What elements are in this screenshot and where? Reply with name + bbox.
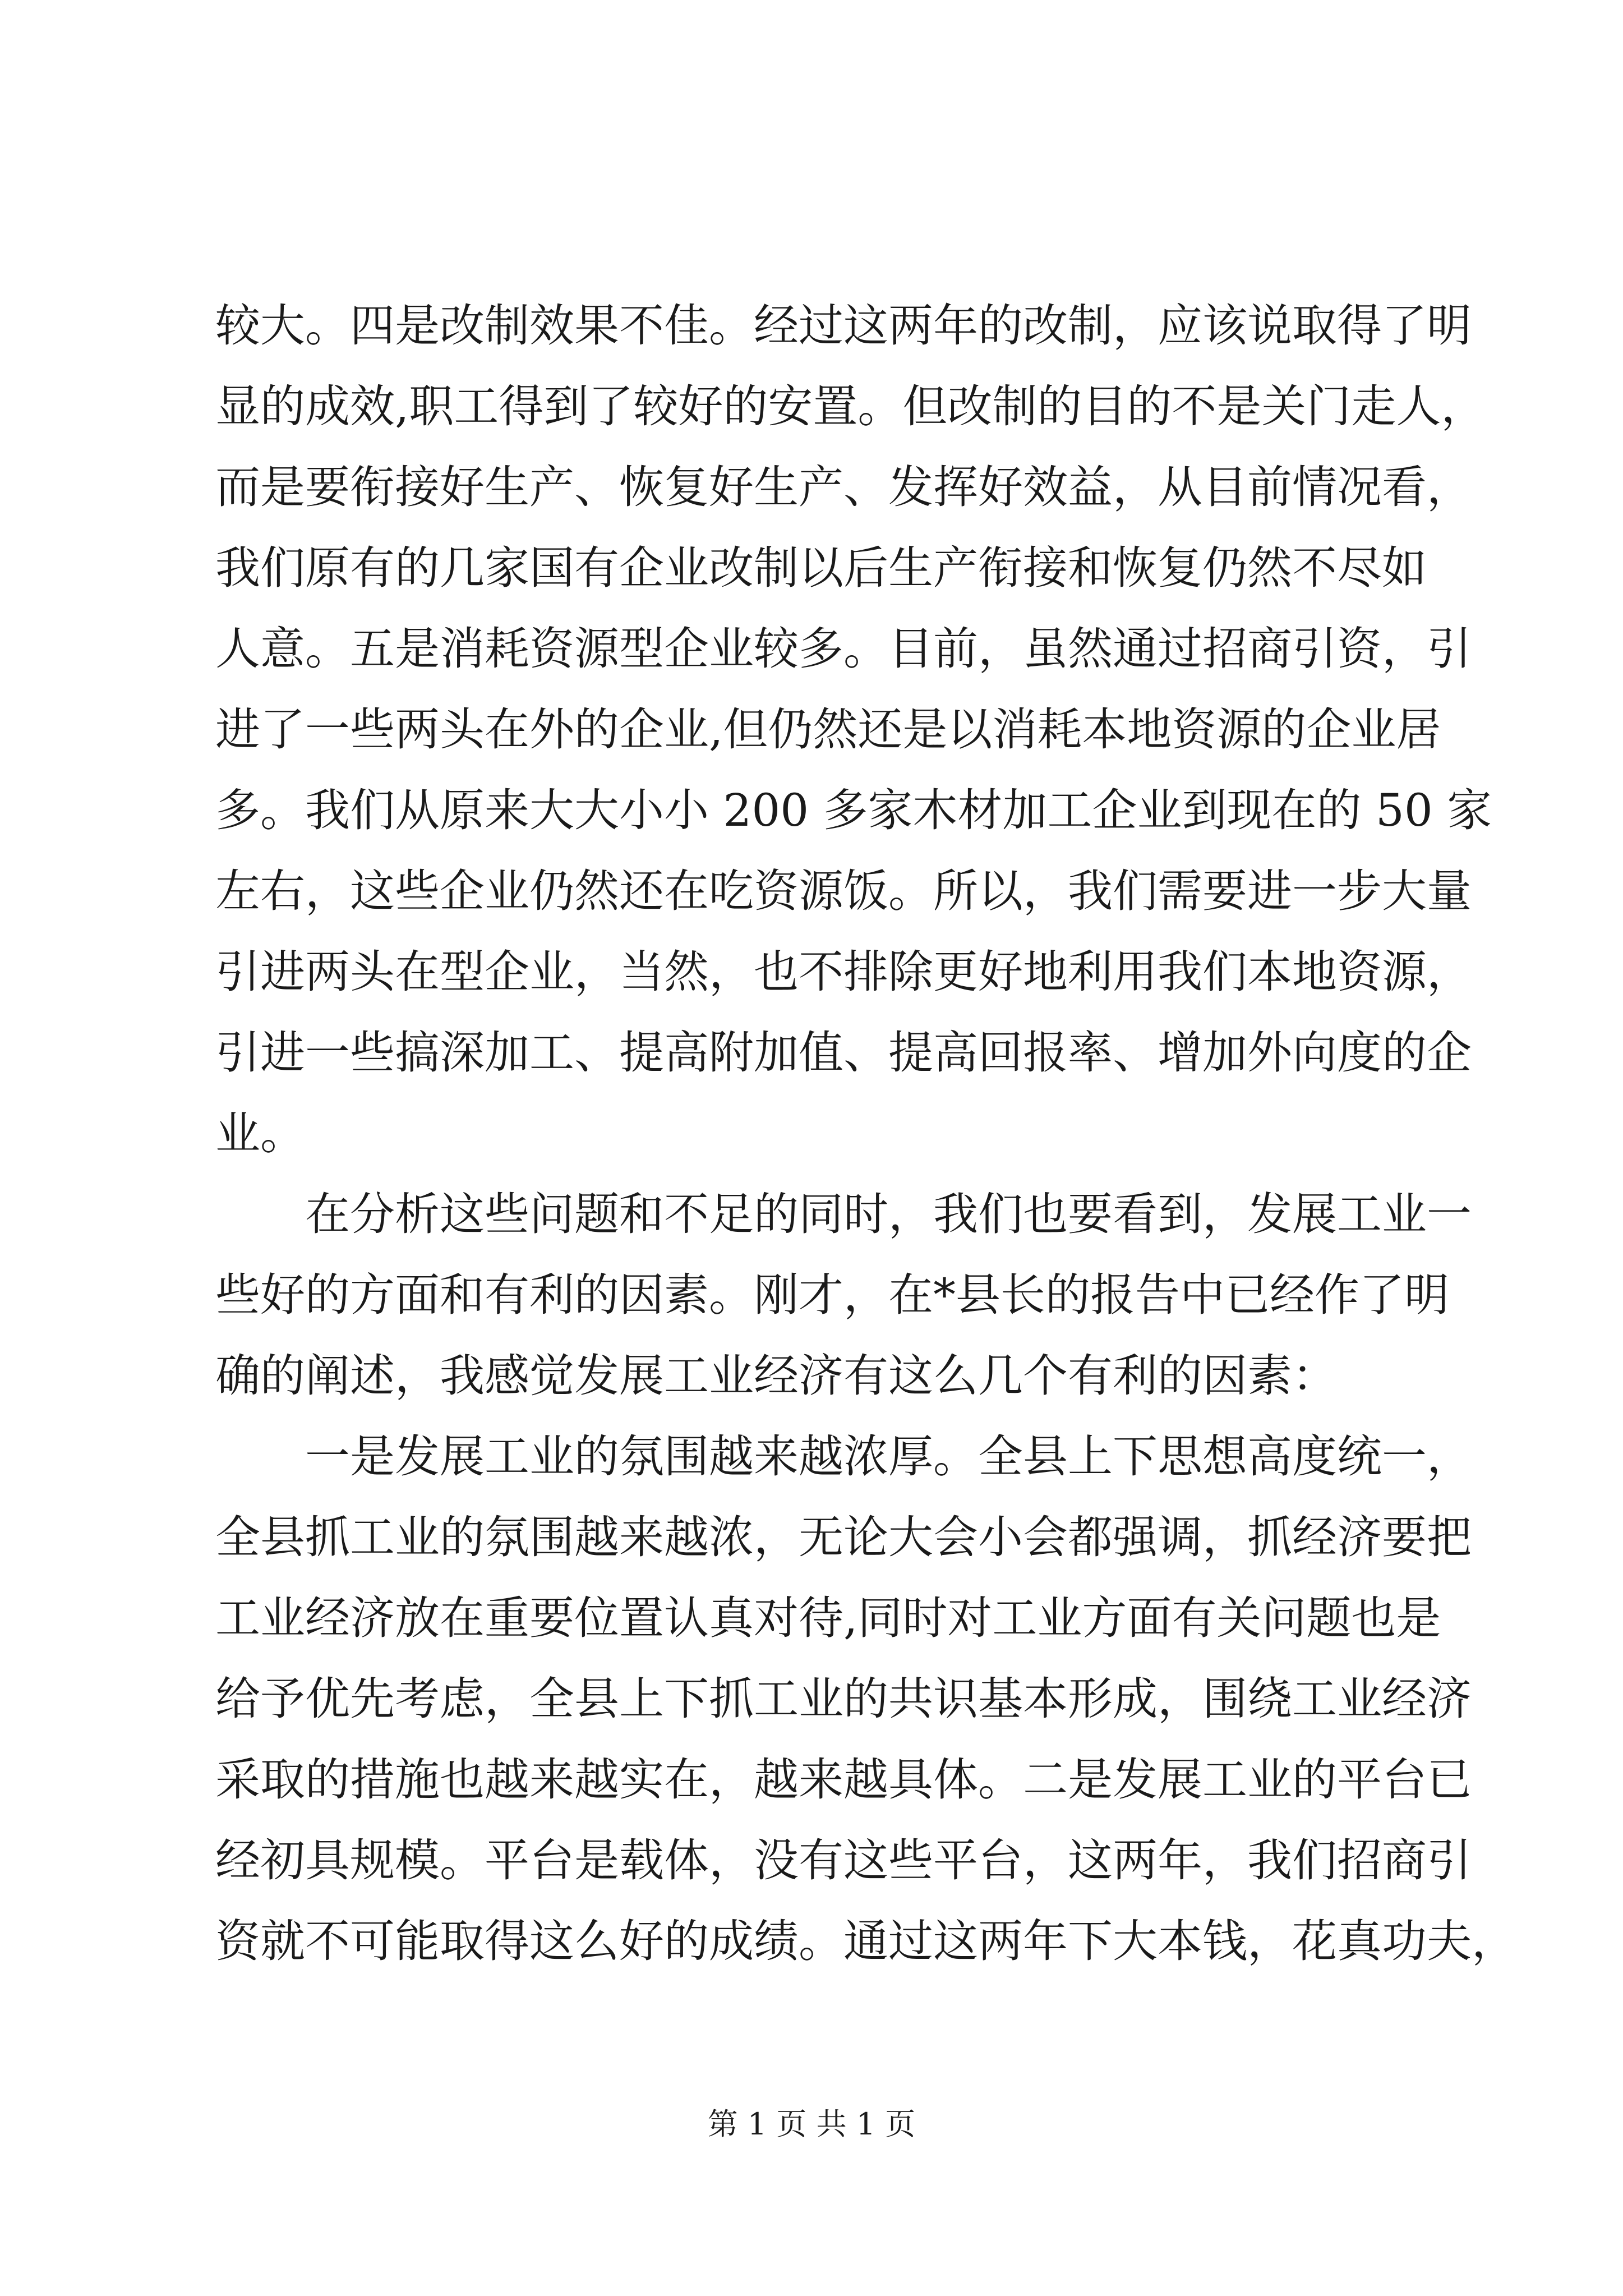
text-line-14: 确的阐述，我感觉发展工业经济有这么几个有利的因素： (215, 1350, 1337, 1402)
text-line-19: 采取的措施也越来越实在，越来越具体。二是发展工业的平台已 (215, 1754, 1472, 1806)
text-line-1: 较大。四是改制效果不佳。经过这两年的改制，应该说取得了明 (215, 300, 1472, 352)
text-line-11: 业。 (215, 1107, 305, 1159)
text-line-18: 给予优先考虑，全县上下抓工业的共识基本形成，围绕工业经济 (215, 1673, 1472, 1725)
text-line-6: 进了一些两头在外的企业,但仍然还是以消耗本地资源的企业居 (215, 703, 1441, 756)
text-line-13: 些好的方面和有利的因素。刚才，在*县长的报告中已经作了明 (215, 1269, 1449, 1321)
text-line-7: 多。我们从原来大大小小 200 多家木材加工企业到现在的 50 家 (215, 784, 1492, 836)
text-line-17: 工业经济放在重要位置认真对待,同时对工业方面有关问题也是 (215, 1592, 1441, 1644)
text-line-3: 而是要衔接好生产、恢复好生产、发挥好效益，从目前情况看， (215, 461, 1472, 513)
text-line-5: 人意。五是消耗资源型企业较多。目前，虽然通过招商引资，引 (215, 623, 1472, 675)
text-line-16: 全县抓工业的氛围越来越浓，无论大会小会都强调，抓经济要把 (215, 1511, 1472, 1563)
text-line-10: 引进一些搞深加工、提高附加值、提高回报率、增加外向度的企 (215, 1027, 1472, 1079)
text-line-12: 在分析这些问题和不足的同时，我们也要看到，发展工业一 (305, 1188, 1472, 1240)
text-line-9: 引进两头在型企业，当然，也不排除更好地利用我们本地资源， (215, 946, 1472, 998)
text-line-4: 我们原有的几家国有企业改制以后生产衔接和恢复仍然不尽如 (215, 542, 1427, 594)
text-line-2: 显的成效,职工得到了较好的安置。但改制的目的不是关门走人， (215, 380, 1486, 432)
text-line-21: 资就不可能取得这么好的成绩。通过这两年下大本钱，花真功夫， (215, 1915, 1516, 1967)
text-line-8: 左右，这些企业仍然还在吃资源饭。所以，我们需要进一步大量 (215, 865, 1472, 917)
text-line-15: 一是发展工业的氛围越来越浓厚。全县上下思想高度统一， (305, 1430, 1472, 1483)
text-line-20: 经初具规模。平台是载体，没有这些平台，这两年，我们招商引 (215, 1834, 1472, 1887)
page-footer: 第 1 页 共 1 页 (707, 2106, 916, 2142)
